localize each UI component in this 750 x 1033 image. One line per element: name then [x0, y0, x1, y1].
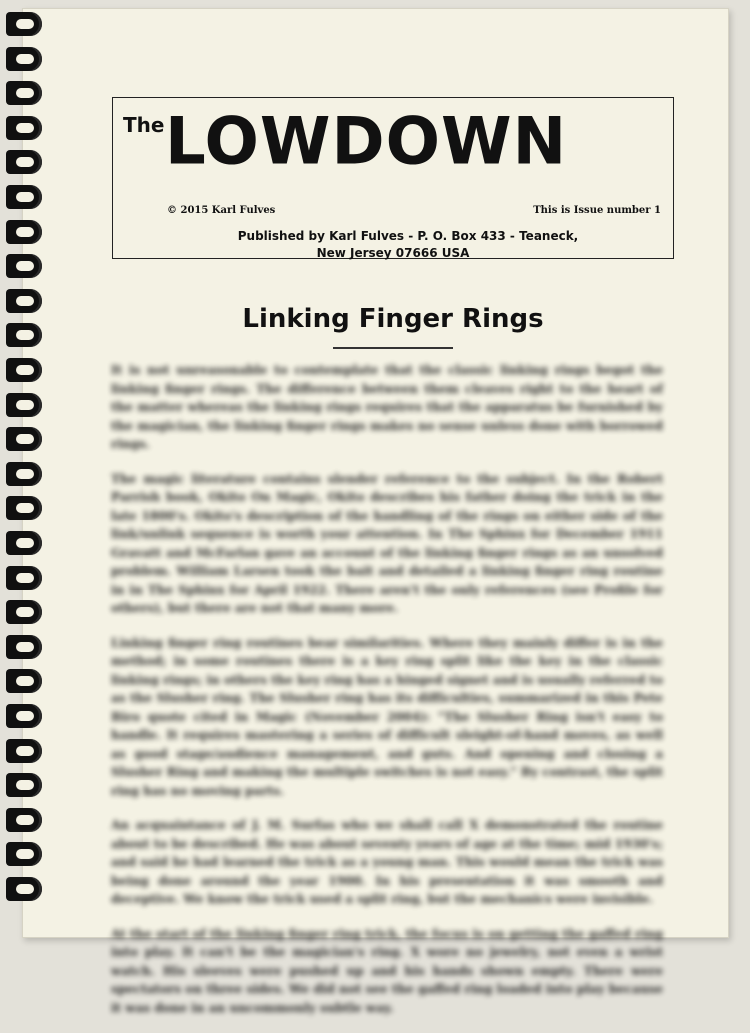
- binding-coil: [6, 877, 42, 901]
- copyright-notice: © 2015 Karl Fulves: [167, 205, 276, 216]
- binding-coil: [6, 531, 42, 555]
- page-sheet: [22, 8, 729, 1015]
- title-underline: [333, 347, 453, 349]
- paragraph: Linking finger ring routines bear similarities. Where they mainly differ is in the method; in some routines there is a key ring split like the key in the classic linking rings; in others the key ring has a hinged signet and is usually referred to as the Slusher ring. The Slusher ring has its difficulties, summarized in this Pete Biro quote cited in Magic (November 2004): "The Slusher Ring isn't easy to handle. It requires mastering a series of difficult sleight-of-hand moves, as well as good stage/audience management, and guts. And opening and closing a Slusher Ring and making the multiple switches is not easy." By contrast, the split ring has no moving parts.: [111, 635, 663, 798]
- binding-coil: [6, 220, 42, 244]
- publisher-info: [113, 228, 673, 262]
- binding-coil: [6, 427, 42, 451]
- binding-coil: [6, 600, 42, 624]
- binding-coil: [6, 81, 42, 105]
- spiral-binding: [0, 12, 48, 932]
- binding-coil: [6, 254, 42, 278]
- binding-coil: [6, 47, 42, 71]
- masthead-logo: LOWDOWN: [165, 104, 568, 180]
- issue-number: This is Issue number 1: [533, 205, 661, 216]
- binding-coil: [6, 704, 42, 728]
- paragraph: It is not unreasonable to contemplate that the classic linking rings begot the linking finger rings. The difference between them cleaves right to the heart of the matter whereas the linking rings requires that the apparatus be furnished by the magician, the linking finger rings makes no sense unless done with borrowed rings.: [111, 363, 663, 451]
- article-body: [111, 361, 663, 1033]
- binding-coil: [6, 116, 42, 140]
- bleed-through-text: [683, 69, 728, 869]
- publisher-line-1: Published by Karl Fulves - P. O. Box 433 - Teaneck,: [237, 229, 579, 243]
- binding-coil: [6, 323, 42, 347]
- binding-coil: [6, 842, 42, 866]
- paragraph: An acquaintance of J. M. Surfas who we shall call X demonstrated the routine about to be described. He was about seventy years of age at the time; mid 1930's; and said he had learned the trick as a young man. This would mean the trick was being done around the year 1900. In his presentation it was smooth and deceptive. We know the trick used a split ring, but the mechanics were invisible.: [111, 818, 663, 906]
- binding-coil: [6, 566, 42, 590]
- binding-coil: [6, 773, 42, 797]
- binding-coil: [6, 150, 42, 174]
- masthead-the: The: [123, 113, 165, 137]
- binding-coil: [6, 496, 42, 520]
- paragraph: At the start of the linking finger ring trick, the focus is on getting the gaffed ring into play. It can't be the magician's ring. X wore no jewelry, not even a wrist watch. His sleeves were pushed up and his hands shown empty. There were spectators on three sides. We did not see the gaffed ring loaded into play because it was done in an uncommonly subtle way.: [111, 926, 663, 1015]
- binding-coil: [6, 635, 42, 659]
- binding-coil: [6, 669, 42, 693]
- binding-coil: [6, 289, 42, 313]
- binding-coil: [6, 185, 42, 209]
- masthead: [112, 97, 674, 259]
- paragraph: The magic literature contains slender reference to the subject. In the Robert Parrish book, Okito On Magic, Okito describes his father doing the trick in the late 1800's. Okito's description of the handling of the rings on either side of the link/unlink sequence is worth your attention. In The Sphinx for December 1911 Gravatt and McFarlan gave an account of the linking finger rings as an unsolved problem. William Larsen took the bait and detailed a linking finger ring routine in in The Sphinx for April 1922. There aren't the only references (see Profile for others), but there are not that many more.: [111, 471, 663, 615]
- publisher-line-2: New Jersey 07666 USA: [316, 246, 470, 260]
- binding-coil: [6, 358, 42, 382]
- binding-coil: [6, 462, 42, 486]
- binding-coil: [6, 739, 42, 763]
- article-title: Linking Finger Rings: [242, 304, 544, 334]
- binding-coil: [6, 12, 42, 36]
- binding-coil: [6, 808, 42, 832]
- binding-coil: [6, 393, 42, 417]
